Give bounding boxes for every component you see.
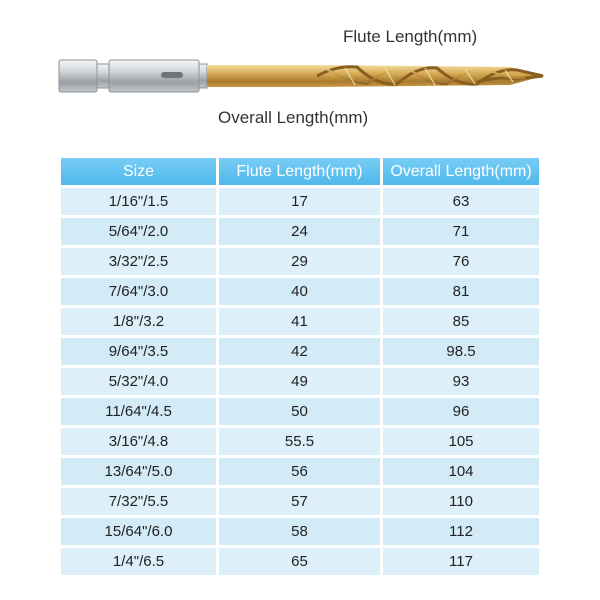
- cell-size: 7/32"/5.5: [61, 488, 216, 515]
- cell-overall-length: 93: [383, 368, 539, 395]
- table-row: [61, 458, 539, 485]
- cell-size: 1/4"/6.5: [61, 548, 216, 575]
- table-header-row: [61, 158, 539, 185]
- cell-size: 11/64"/4.5: [61, 398, 216, 425]
- cell-flute-length: 57: [219, 488, 380, 515]
- cell-flute-length: 17: [219, 188, 380, 215]
- table-row: [61, 248, 539, 275]
- cell-size: 9/64"/3.5: [61, 338, 216, 365]
- cell-overall-length: 81: [383, 278, 539, 305]
- cell-overall-length: 96: [383, 398, 539, 425]
- cell-flute-length: 29: [219, 248, 380, 275]
- table-row: [61, 398, 539, 425]
- cell-size: 5/32"/4.0: [61, 368, 216, 395]
- header-overall-length: Overall Length(mm): [383, 158, 539, 185]
- cell-overall-length: 105: [383, 428, 539, 455]
- table-row: [61, 308, 539, 335]
- table-row: [61, 428, 539, 455]
- cell-size: 3/16"/4.8: [61, 428, 216, 455]
- flute-length-label: Flute Length(mm): [343, 27, 478, 46]
- cell-size: 5/64"/2.0: [61, 218, 216, 245]
- cell-flute-length: 55.5: [219, 428, 380, 455]
- cell-size: 1/8"/3.2: [61, 308, 216, 335]
- cell-flute-length: 40: [219, 278, 380, 305]
- header-size: Size: [61, 158, 216, 185]
- cell-flute-length: 24: [219, 218, 380, 245]
- cell-overall-length: 104: [383, 458, 539, 485]
- table-row: [61, 518, 539, 545]
- cell-size: 7/64"/3.0: [61, 278, 216, 305]
- cell-size: 3/32"/2.5: [61, 248, 216, 275]
- table-row: [61, 548, 539, 575]
- cell-size: 15/64"/6.0: [61, 518, 216, 545]
- cell-overall-length: 71: [383, 218, 539, 245]
- cell-overall-length: 98.5: [383, 338, 539, 365]
- table-row: [61, 188, 539, 215]
- cell-overall-length: 76: [383, 248, 539, 275]
- cell-flute-length: 42: [219, 338, 380, 365]
- table-row: [61, 368, 539, 395]
- drill-bit-icon: [55, 56, 550, 96]
- table-row: [61, 488, 539, 515]
- cell-overall-length: 85: [383, 308, 539, 335]
- cell-size: 13/64"/5.0: [61, 458, 216, 485]
- cell-flute-length: 65: [219, 548, 380, 575]
- cell-flute-length: 58: [219, 518, 380, 545]
- cell-flute-length: 50: [219, 398, 380, 425]
- cell-flute-length: 41: [219, 308, 380, 335]
- cell-overall-length: 117: [383, 548, 539, 575]
- table-row: [61, 218, 539, 245]
- spec-table: [58, 155, 542, 578]
- table-row: [61, 278, 539, 305]
- cell-overall-length: 63: [383, 188, 539, 215]
- cell-overall-length: 112: [383, 518, 539, 545]
- table-row: [61, 338, 539, 365]
- cell-flute-length: 49: [219, 368, 380, 395]
- overall-length-label: Overall Length(mm): [218, 108, 369, 127]
- cell-flute-length: 56: [219, 458, 380, 485]
- cell-overall-length: 110: [383, 488, 539, 515]
- cell-size: 1/16"/1.5: [61, 188, 216, 215]
- header-flute-length: Flute Length(mm): [219, 158, 380, 185]
